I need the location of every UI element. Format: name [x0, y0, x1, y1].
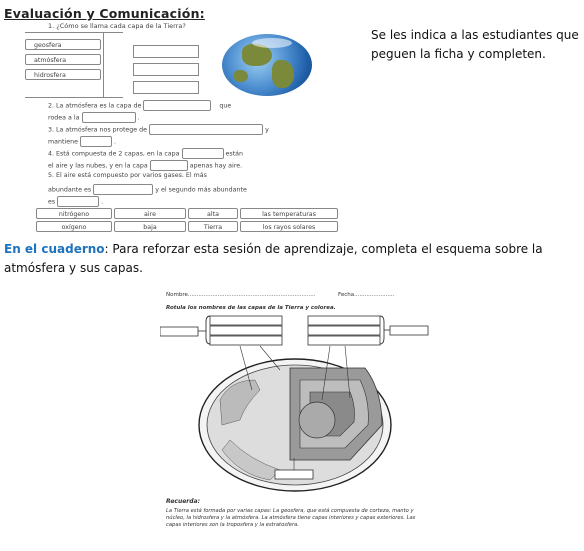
question-2-line-1: 2. La atmósfera es la capa de que — [48, 100, 231, 111]
question-5-line-2: abundante es y el segundo más abundante — [48, 184, 247, 195]
blank-q5-1[interactable] — [93, 184, 153, 195]
earth-globe-image — [222, 34, 312, 96]
question-4-line-2: el aire y las nubes, y en la capa apenas hay aire. — [48, 160, 242, 171]
question-3-line-2: mantiene . — [48, 136, 116, 147]
worksheet-image — [22, 20, 340, 232]
layer-box-hidrosfera: hidrosfera — [25, 69, 101, 80]
layer-box-geosfera: geosfera — [25, 39, 101, 50]
question-3-line-1: 3. La atmósfera nos protege de y — [48, 124, 269, 135]
blank-q2-2[interactable] — [82, 112, 136, 123]
diagram-subtitle: Rotula los nombres de las capas de la Tierra y colorea. — [166, 305, 336, 311]
word-box: aire — [114, 208, 186, 219]
word-box: nitrógeno — [36, 208, 112, 219]
blank-q3-1[interactable] — [149, 124, 263, 135]
blank-q2-1[interactable] — [143, 100, 211, 111]
word-box: alta — [188, 208, 238, 219]
layer-box-atmosfera: atmósfera — [25, 54, 101, 65]
layer-bracket — [25, 32, 123, 98]
question-5-line-1: 5. El aire está compuesto por varios gases. El más — [48, 172, 207, 179]
question-4-line-1: 4. Está compuesta de 2 capas, en la capa están — [48, 148, 243, 159]
notebook-instruction — [4, 240, 580, 278]
nombre-line: Nombre......................................................................... — [166, 292, 316, 298]
word-box: oxígeno — [36, 221, 112, 232]
section-heading: Evaluación y Comunicación: — [4, 6, 205, 21]
notebook-label: En el cuaderno — [4, 242, 105, 256]
blank-q5-2[interactable] — [57, 196, 99, 207]
question-1: 1. ¿Cómo se llama cada capa de la Tierra? — [48, 22, 186, 30]
fecha-line: Fecha....................... — [338, 292, 395, 298]
word-box: Tierra — [188, 221, 238, 232]
question-5-line-3: es . — [48, 196, 103, 207]
recuerda-text: La Tierra está formada por varias capas: La geosfera, que está compuesta de corteza, manto y núcleo, la hidrosfera y la atmósfera. La atmósfera tiene capas interiores y capas exteriores. Las capas interiores son la troposfera y la estratosfera. — [166, 508, 416, 528]
word-box: los rayos solares — [240, 221, 338, 232]
earth-layers-diagram — [160, 292, 430, 550]
teacher-instruction: Se les indica a las estudiantes que peguen la ficha y completen. — [371, 28, 579, 61]
question-2-line-2: rodea a la . — [48, 112, 140, 123]
blank-q4-2[interactable] — [150, 160, 188, 171]
earth-cross-section — [160, 310, 430, 492]
blank-q4-1[interactable] — [182, 148, 224, 159]
word-box: baja — [114, 221, 186, 232]
word-box: las temperaturas — [240, 208, 338, 219]
notebook-text: : Para reforzar esta sesión de aprendizaje, completa el esquema sobre la atmósfera y sus capas. — [4, 242, 543, 275]
recuerda-title: Recuerda: — [166, 498, 200, 505]
blank-q3-2[interactable] — [80, 136, 112, 147]
